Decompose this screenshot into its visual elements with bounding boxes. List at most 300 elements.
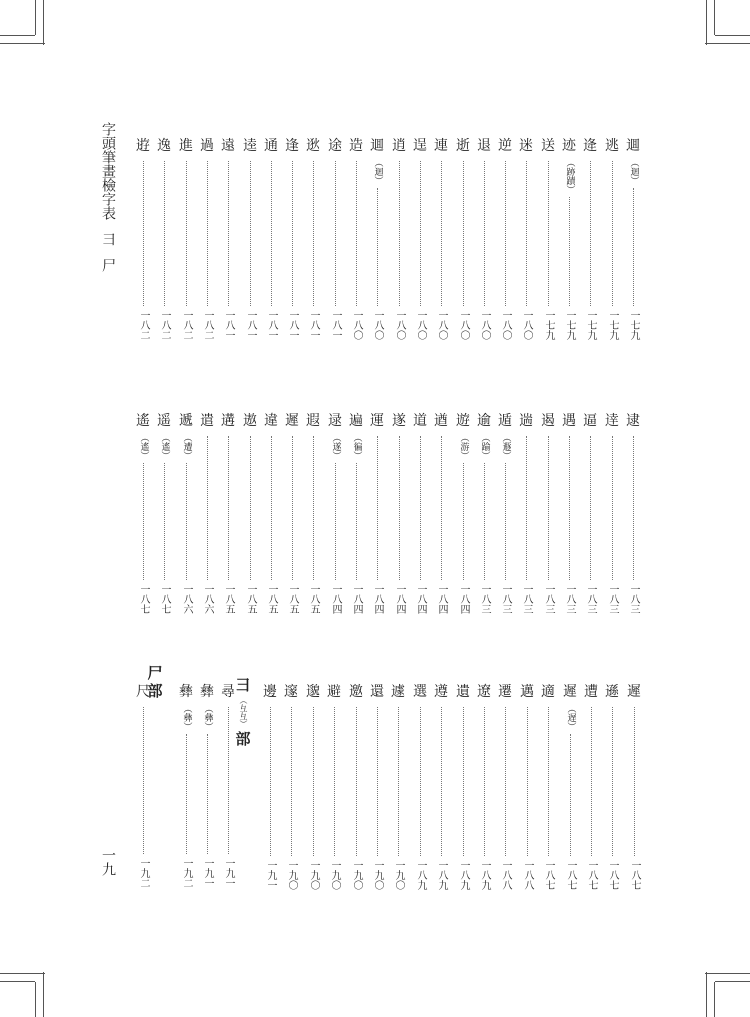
index-entry bbox=[346, 138, 366, 340]
index-entry bbox=[516, 413, 536, 614]
entry-page-number: 一八一 bbox=[308, 310, 319, 340]
entry-page-number: 一九〇 bbox=[351, 860, 362, 890]
dot-leader bbox=[186, 161, 187, 306]
entry-character: 遜 bbox=[605, 684, 619, 700]
entry-page-number: 一八三 bbox=[543, 584, 554, 614]
entry-page-number: 一八二 bbox=[138, 310, 149, 340]
entry-page-number: 一八〇 bbox=[436, 310, 447, 340]
entry-page-number: 一八一 bbox=[330, 310, 341, 340]
crop-mark bbox=[706, 0, 707, 45]
dot-leader bbox=[356, 463, 357, 580]
entry-page-number: 一八七 bbox=[586, 860, 597, 890]
entry-character: 遷 bbox=[498, 684, 512, 700]
crop-mark bbox=[706, 972, 707, 1017]
dot-leader bbox=[335, 463, 336, 580]
entry-character: 道 bbox=[413, 413, 427, 429]
dot-leader bbox=[356, 161, 357, 306]
dot-leader bbox=[377, 436, 378, 580]
index-entry bbox=[133, 684, 153, 888]
index-entry bbox=[346, 684, 366, 890]
dot-leader bbox=[313, 436, 314, 580]
entry-character: 遣 bbox=[200, 413, 214, 429]
entry-character: 逃 bbox=[605, 138, 619, 154]
index-entry bbox=[325, 413, 345, 614]
entry-character: 遁 bbox=[498, 413, 512, 429]
index-entry bbox=[431, 413, 451, 614]
index-entry bbox=[261, 413, 281, 614]
dot-leader bbox=[143, 463, 144, 580]
entry-character: 選 bbox=[413, 684, 427, 700]
entry-page-number: 一八四 bbox=[372, 584, 383, 614]
dot-leader bbox=[463, 463, 464, 580]
index-entry bbox=[560, 684, 580, 890]
crop-mark bbox=[714, 0, 715, 35]
index-entry bbox=[624, 684, 644, 890]
dot-leader bbox=[399, 436, 400, 580]
entry-variant: （游） bbox=[458, 433, 469, 460]
entry-character: 遐 bbox=[306, 413, 320, 429]
dot-leader bbox=[463, 161, 464, 306]
entry-character: 逯 bbox=[328, 413, 342, 429]
entry-page-number: 一九〇 bbox=[329, 860, 340, 890]
entry-character: 遘 bbox=[221, 413, 235, 429]
index-entry bbox=[389, 413, 409, 614]
entry-page-number: 一八三 bbox=[479, 584, 490, 614]
index-entry bbox=[495, 684, 515, 890]
dot-leader bbox=[590, 436, 591, 580]
crop-mark bbox=[714, 982, 715, 1017]
entry-character: 遭 bbox=[584, 684, 598, 700]
entry-variant: （跡蹟） bbox=[564, 158, 575, 194]
index-entry bbox=[367, 138, 387, 340]
index-entry bbox=[581, 684, 601, 890]
entry-page-number: 一八八 bbox=[500, 860, 511, 890]
dot-leader bbox=[313, 707, 314, 856]
index-entry bbox=[431, 684, 451, 890]
entry-page-number: 一八七 bbox=[565, 860, 576, 890]
index-entry bbox=[453, 684, 473, 890]
index-entry bbox=[495, 413, 515, 614]
entry-character: 遲 bbox=[627, 684, 641, 700]
dot-leader bbox=[399, 161, 400, 306]
dot-leader bbox=[377, 188, 378, 306]
running-head bbox=[98, 122, 118, 272]
section-heading-shi bbox=[144, 664, 166, 700]
entry-character: 遄 bbox=[519, 413, 533, 429]
dot-leader bbox=[143, 707, 144, 854]
entry-character: 彝 bbox=[200, 684, 214, 700]
entry-page-number: 一八二 bbox=[202, 310, 213, 340]
entry-character: 遠 bbox=[221, 138, 235, 154]
crop-mark bbox=[43, 972, 44, 1017]
dot-leader bbox=[634, 707, 635, 856]
entry-character: 逾 bbox=[477, 413, 491, 429]
entry-character: 遥 bbox=[157, 413, 171, 429]
entry-page-number: 一七九 bbox=[564, 310, 575, 340]
index-entry bbox=[197, 138, 217, 340]
entry-page-number: 一八九 bbox=[436, 860, 447, 890]
entry-character: 邃 bbox=[284, 684, 298, 700]
entry-variant: （遙） bbox=[138, 433, 149, 460]
entry-page-number: 一八四 bbox=[436, 584, 447, 614]
entry-page-number: 一八四 bbox=[458, 584, 469, 614]
dot-leader bbox=[420, 161, 421, 306]
entry-character: 連 bbox=[434, 138, 448, 154]
dot-leader bbox=[270, 707, 271, 856]
entry-page-number: 一八九 bbox=[479, 860, 490, 890]
dot-leader bbox=[377, 707, 378, 856]
entry-page-number: 一八五 bbox=[266, 584, 277, 614]
dot-leader bbox=[527, 707, 528, 856]
dot-leader bbox=[398, 707, 399, 856]
entry-variant: （彝） bbox=[202, 704, 213, 731]
entry-page-number: 一八七 bbox=[159, 584, 170, 614]
entry-page-number: 一八三 bbox=[585, 584, 596, 614]
entry-character: 逖 bbox=[306, 138, 320, 154]
entry-page-number: 一九二 bbox=[181, 858, 192, 888]
index-entry bbox=[389, 138, 409, 340]
dot-leader bbox=[463, 707, 464, 856]
entry-variant: （遭） bbox=[181, 433, 192, 460]
entry-character: 遨 bbox=[243, 413, 257, 429]
index-entry bbox=[197, 413, 217, 614]
entry-page-number: 一八八 bbox=[522, 860, 533, 890]
entry-character: 逢 bbox=[285, 138, 299, 154]
entry-character: 迹 bbox=[562, 138, 576, 154]
entry-character: 尺 bbox=[136, 684, 150, 700]
dot-leader bbox=[356, 707, 357, 856]
crop-mark bbox=[43, 0, 44, 45]
entry-variant: （踰） bbox=[479, 433, 490, 460]
dot-leader bbox=[313, 161, 314, 306]
entry-character: 遒 bbox=[434, 413, 448, 429]
entry-character: 迷 bbox=[519, 138, 533, 154]
index-entry bbox=[602, 138, 622, 340]
entry-page-number: 一八〇 bbox=[500, 310, 511, 340]
dot-leader bbox=[186, 463, 187, 580]
entry-page-number: 一七九 bbox=[628, 310, 639, 340]
entry-character: 逼 bbox=[583, 413, 597, 429]
index-entry bbox=[516, 138, 536, 340]
crop-mark bbox=[705, 43, 750, 44]
entry-page-number: 一七九 bbox=[543, 310, 554, 340]
entry-page-number: 一八三 bbox=[564, 584, 575, 614]
index-entry bbox=[410, 138, 430, 340]
dot-leader bbox=[570, 734, 571, 856]
entry-page-number: 一八五 bbox=[223, 584, 234, 614]
dot-leader bbox=[207, 436, 208, 580]
entry-page-number: 一八三 bbox=[521, 584, 532, 614]
section-label: 部 bbox=[235, 730, 251, 748]
dot-leader bbox=[186, 734, 187, 854]
entry-page-number: 一九一 bbox=[265, 860, 276, 890]
entry-character: 遂 bbox=[392, 413, 406, 429]
dot-leader bbox=[548, 161, 549, 306]
entry-page-number: 一七九 bbox=[585, 310, 596, 340]
crop-mark bbox=[715, 981, 750, 982]
index-entry bbox=[431, 138, 451, 340]
entry-character: 邀 bbox=[349, 684, 363, 700]
entry-variant: （遯） bbox=[500, 433, 511, 460]
entry-page-number: 一八七 bbox=[543, 860, 554, 890]
index-entry bbox=[388, 684, 408, 890]
index-entry bbox=[559, 138, 579, 340]
dot-leader bbox=[291, 707, 292, 856]
dot-leader bbox=[250, 436, 251, 580]
page-number: 一九 bbox=[100, 848, 116, 876]
entry-character: 違 bbox=[264, 413, 278, 429]
entry-page-number: 一八〇 bbox=[458, 310, 469, 340]
index-entry bbox=[453, 138, 473, 340]
entry-character: 邈 bbox=[306, 684, 320, 700]
entry-character: 逥 bbox=[626, 138, 640, 154]
crop-mark bbox=[0, 981, 35, 982]
dot-leader bbox=[505, 161, 506, 306]
section-label: 部 bbox=[147, 682, 163, 700]
dot-leader bbox=[590, 161, 591, 306]
entry-page-number: 一八〇 bbox=[521, 310, 532, 340]
entry-page-number: 一八〇 bbox=[394, 310, 405, 340]
index-entry bbox=[240, 138, 260, 340]
entry-character: 進 bbox=[179, 138, 193, 154]
entry-character: 遵 bbox=[434, 684, 448, 700]
index-entry bbox=[559, 413, 579, 614]
entry-character: 遺 bbox=[456, 684, 470, 700]
index-entry bbox=[538, 413, 558, 614]
index-entry bbox=[410, 413, 430, 614]
entry-character: 過 bbox=[200, 138, 214, 154]
entry-page-number: 一八五 bbox=[308, 584, 319, 614]
entry-character: 逸 bbox=[157, 138, 171, 154]
index-entry bbox=[623, 413, 643, 614]
section-radical: 彐 bbox=[235, 676, 251, 694]
entry-page-number: 一八一 bbox=[287, 310, 298, 340]
index-entry bbox=[282, 138, 302, 340]
dot-leader bbox=[271, 161, 272, 306]
entry-variant: （彝） bbox=[181, 704, 192, 731]
index-entry bbox=[303, 413, 323, 614]
index-entry bbox=[176, 684, 196, 888]
section-radical: 尸 bbox=[147, 664, 163, 682]
section-heading-ji bbox=[232, 676, 254, 748]
entry-page-number: 一八九 bbox=[415, 860, 426, 890]
entry-character: 遍 bbox=[349, 413, 363, 429]
entry-variant: （迴） bbox=[372, 158, 383, 185]
entry-page-number: 一八〇 bbox=[479, 310, 490, 340]
entry-character: 彝 bbox=[179, 684, 193, 700]
index-entry bbox=[602, 413, 622, 614]
entry-character: 避 bbox=[327, 684, 341, 700]
dot-leader bbox=[612, 707, 613, 856]
index-entry bbox=[176, 138, 196, 340]
dot-leader bbox=[526, 161, 527, 306]
entry-character: 逥 bbox=[370, 138, 384, 154]
index-entry bbox=[623, 138, 643, 340]
index-entry bbox=[580, 138, 600, 340]
entry-character: 逰 bbox=[136, 138, 150, 154]
index-entry bbox=[154, 138, 174, 340]
dot-leader bbox=[441, 161, 442, 306]
entry-page-number: 一八三 bbox=[607, 584, 618, 614]
dot-leader bbox=[164, 463, 165, 580]
index-entry bbox=[261, 138, 281, 340]
entry-page-number: 一八三 bbox=[500, 584, 511, 614]
dot-leader bbox=[484, 707, 485, 856]
dot-leader bbox=[420, 436, 421, 580]
index-entry bbox=[303, 138, 323, 340]
index-entry bbox=[538, 138, 558, 340]
dot-leader bbox=[335, 161, 336, 306]
index-entry bbox=[240, 413, 260, 614]
index-entry bbox=[325, 138, 345, 340]
entry-page-number: 一八三 bbox=[628, 584, 639, 614]
dot-leader bbox=[292, 436, 293, 580]
dot-leader bbox=[441, 436, 442, 580]
dot-leader bbox=[569, 436, 570, 580]
entry-page-number: 一八四 bbox=[394, 584, 405, 614]
index-entry bbox=[218, 413, 238, 614]
entry-page-number: 一九一 bbox=[223, 858, 234, 888]
entry-character: 還 bbox=[370, 684, 384, 700]
entry-character: 遞 bbox=[179, 413, 193, 429]
index-entry bbox=[495, 138, 515, 340]
index-entry bbox=[474, 138, 494, 340]
dot-leader bbox=[526, 436, 527, 580]
dot-leader bbox=[569, 197, 570, 306]
entry-page-number: 一八五 bbox=[245, 584, 256, 614]
dot-leader bbox=[548, 707, 549, 856]
dot-leader bbox=[207, 734, 208, 854]
dot-leader bbox=[484, 463, 485, 580]
entry-character: 遇 bbox=[562, 413, 576, 429]
dot-leader bbox=[143, 161, 144, 306]
entry-character: 逵 bbox=[243, 138, 257, 154]
dot-leader bbox=[612, 161, 613, 306]
entry-page-number: 一八二 bbox=[159, 310, 170, 340]
entry-character: 遙 bbox=[136, 413, 150, 429]
index-entry bbox=[282, 413, 302, 614]
index-entry bbox=[197, 684, 217, 888]
index-entry bbox=[580, 413, 600, 614]
dot-leader bbox=[591, 707, 592, 856]
dot-leader bbox=[271, 436, 272, 580]
entry-character: 逆 bbox=[498, 138, 512, 154]
crop-mark bbox=[35, 982, 36, 1017]
entry-page-number: 一八〇 bbox=[372, 310, 383, 340]
entry-character: 運 bbox=[370, 413, 384, 429]
index-entry bbox=[453, 413, 473, 614]
entry-variant: （遅） bbox=[565, 704, 576, 731]
entry-page-number: 一八二 bbox=[181, 310, 192, 340]
entry-variant: （遂） bbox=[330, 433, 341, 460]
entry-page-number: 一九〇 bbox=[308, 860, 319, 890]
entry-character: 逍 bbox=[392, 138, 406, 154]
crop-mark bbox=[705, 973, 750, 974]
entry-character: 逮 bbox=[626, 413, 640, 429]
index-entry bbox=[367, 684, 387, 890]
crop-mark bbox=[35, 0, 36, 35]
entry-character: 適 bbox=[541, 684, 555, 700]
entry-page-number: 一九二 bbox=[138, 858, 149, 888]
crop-mark bbox=[0, 973, 45, 974]
entry-character: 尋 bbox=[221, 684, 235, 700]
index-entry bbox=[346, 413, 366, 614]
entry-character: 遲 bbox=[563, 684, 577, 700]
entry-page-number: 一九〇 bbox=[286, 860, 297, 890]
entry-character: 通 bbox=[264, 138, 278, 154]
index-entry bbox=[154, 413, 174, 614]
entry-page-number: 一八一 bbox=[266, 310, 277, 340]
dot-leader bbox=[292, 161, 293, 306]
entry-page-number: 一八七 bbox=[629, 860, 640, 890]
index-entry bbox=[602, 684, 622, 890]
dot-leader bbox=[334, 707, 335, 856]
entry-character: 邊 bbox=[263, 684, 277, 700]
crop-mark bbox=[0, 35, 35, 36]
entry-character: 送 bbox=[541, 138, 555, 154]
entry-page-number: 一八〇 bbox=[415, 310, 426, 340]
entry-page-number: 一八五 bbox=[287, 584, 298, 614]
entry-character: 退 bbox=[477, 138, 491, 154]
entry-page-number: 一八四 bbox=[351, 584, 362, 614]
index-entry bbox=[517, 684, 537, 890]
entry-page-number: 一八一 bbox=[223, 310, 234, 340]
index-entry bbox=[281, 684, 301, 890]
entry-variant: （徧） bbox=[351, 433, 362, 460]
entry-character: 遏 bbox=[541, 413, 555, 429]
dot-leader bbox=[228, 161, 229, 306]
dot-leader bbox=[505, 463, 506, 580]
index-entry bbox=[303, 684, 323, 890]
dot-leader bbox=[228, 707, 229, 854]
dot-leader bbox=[548, 436, 549, 580]
entry-character: 途 bbox=[328, 138, 342, 154]
index-entry bbox=[367, 413, 387, 614]
running-head-title: 字頭筆畫檢字表 bbox=[100, 122, 116, 220]
dot-leader bbox=[484, 161, 485, 306]
entry-character: 逄 bbox=[583, 138, 597, 154]
entry-page-number: 一九一 bbox=[202, 858, 213, 888]
entry-page-number: 一八九 bbox=[458, 860, 469, 890]
entry-variant: （迴） bbox=[628, 158, 639, 185]
crop-mark bbox=[0, 43, 45, 44]
entry-page-number: 一八六 bbox=[202, 584, 213, 614]
index-entry bbox=[324, 684, 344, 890]
entry-character: 造 bbox=[349, 138, 363, 154]
entry-character: 遊 bbox=[456, 413, 470, 429]
dot-leader bbox=[250, 161, 251, 306]
running-head-radical-ji: 彐 bbox=[100, 232, 116, 246]
entry-page-number: 一八四 bbox=[330, 584, 341, 614]
index-entry bbox=[474, 413, 494, 614]
entry-page-number: 一九〇 bbox=[393, 860, 404, 890]
index-entry bbox=[133, 138, 153, 340]
dot-leader bbox=[633, 188, 634, 306]
entry-variant: （遙） bbox=[159, 433, 170, 460]
index-entry bbox=[133, 413, 153, 614]
dot-leader bbox=[164, 161, 165, 306]
dot-leader bbox=[612, 436, 613, 580]
entry-page-number: 一八一 bbox=[245, 310, 256, 340]
dot-leader bbox=[441, 707, 442, 856]
entry-character: 逞 bbox=[413, 138, 427, 154]
entry-page-number: 一七九 bbox=[607, 310, 618, 340]
running-head-radical-shi: 尸 bbox=[100, 258, 116, 272]
dot-leader bbox=[505, 707, 506, 856]
entry-page-number: 一八七 bbox=[607, 860, 618, 890]
entry-page-number: 一八〇 bbox=[351, 310, 362, 340]
index-entry bbox=[538, 684, 558, 890]
